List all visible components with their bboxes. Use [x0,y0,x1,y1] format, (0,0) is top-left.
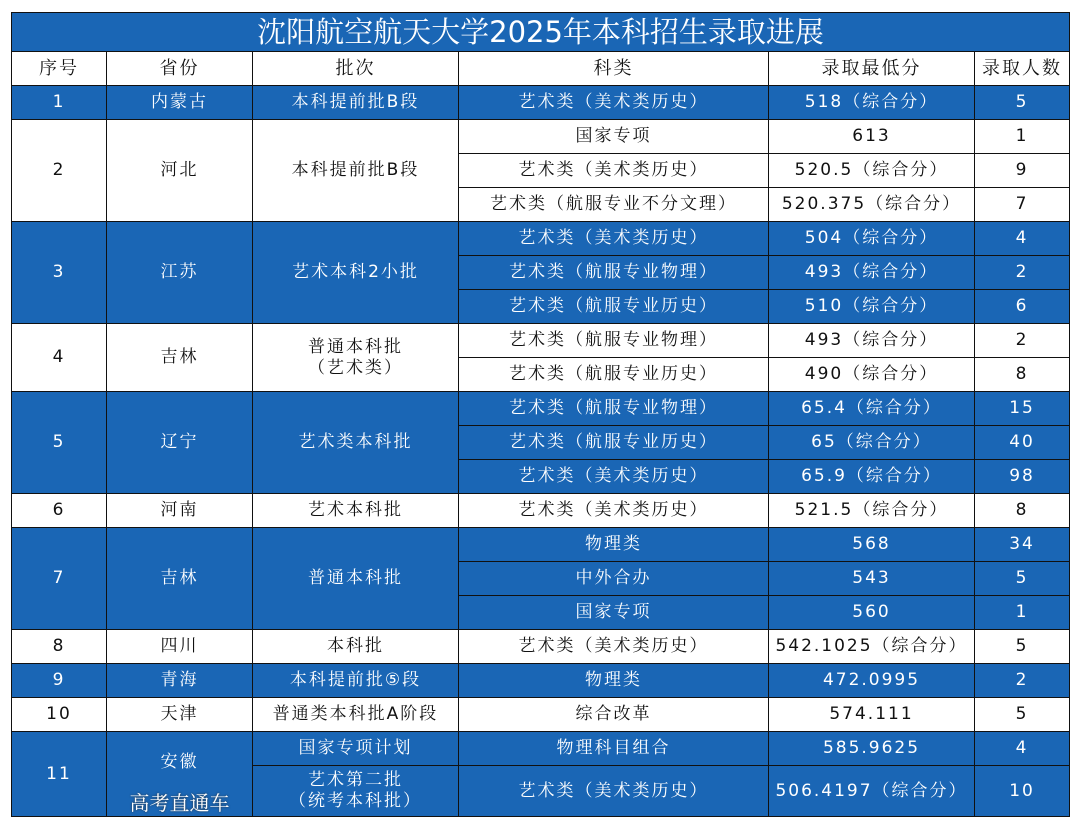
category [459,188,769,222]
category [459,256,769,290]
row-number [12,494,107,528]
table-row [12,630,1070,664]
min-score-text: 504（综合分） [804,228,939,248]
category-text: 艺术类（美术类历史） [518,160,709,180]
row-number [12,324,107,392]
min-score-text: 542.1025（综合分） [775,636,968,656]
min-score [769,358,975,392]
category [459,494,769,528]
province-text: 内蒙古 [151,92,208,112]
batch-text: 本科提前批⑤段 [289,670,422,690]
admit-count-text: 2 [1015,670,1029,690]
header-min-score: 录取最低分 [769,52,975,86]
batch [253,664,459,698]
min-score-text: 520.375（综合分） [781,194,962,214]
category-text: 艺术类（航服专业物理） [509,398,718,418]
category [459,698,769,732]
batch-text: 本科提前批B段 [291,92,420,112]
row-number [12,86,107,120]
admit-count [975,460,1070,494]
admit-count [975,494,1070,528]
admit-count [975,290,1070,324]
category-text: 艺术类（航服专业历史） [509,432,718,452]
min-score-text: 506.4197（综合分） [775,780,968,801]
min-score-text: 490（综合分） [804,364,939,384]
province [107,120,253,222]
category [459,290,769,324]
province-text: 辽宁 [160,432,199,452]
batch [253,324,459,392]
category-text: 艺术类（航服专业不分文理） [490,194,737,214]
batch [253,86,459,120]
min-score [769,630,975,664]
admit-count [975,358,1070,392]
admit-count-text: 1 [1015,126,1029,146]
admit-count-text: 8 [1015,364,1029,384]
category [459,732,769,766]
province [107,528,253,630]
category-text: 艺术类（美术类历史） [518,466,709,486]
min-score [769,256,975,290]
admit-count-text: 8 [1015,500,1029,520]
category-text: 艺术类（美术类历史） [518,780,709,801]
batch-text: 艺术本科2小批 [292,262,419,282]
admit-count [975,766,1070,817]
admit-count [975,392,1070,426]
admit-count-text: 4 [1015,738,1029,758]
province [107,222,253,324]
admit-count [975,256,1070,290]
row-number [12,664,107,698]
row-number-text: 9 [52,670,66,690]
admit-count [975,630,1070,664]
min-score [769,392,975,426]
min-score-text: 568 [852,534,891,554]
row-number-text: 3 [52,262,66,282]
table-row [12,494,1070,528]
min-score [769,494,975,528]
admission-table [11,12,1070,817]
min-score-text: 65（综合分） [811,432,932,452]
min-score-text: 493（综合分） [804,330,939,350]
admit-count [975,732,1070,766]
batch-text: 艺术类本科批 [298,432,413,452]
min-score-text: 521.5（综合分） [794,500,949,520]
row-number [12,630,107,664]
province [107,86,253,120]
batch [253,766,459,817]
header-category: 科类 [459,52,769,86]
province-text: 江苏 [160,262,199,282]
category-text: 艺术类（航服专业历史） [509,364,718,384]
batch [253,120,459,222]
category [459,324,769,358]
category [459,120,769,154]
category [459,154,769,188]
min-score [769,154,975,188]
category [459,766,769,817]
admit-count-text: 5 [1015,704,1029,724]
category-text: 国家专项 [575,126,652,146]
table-row [12,528,1070,562]
min-score-text: 520.5（综合分） [794,160,949,180]
admit-count-text: 5 [1015,92,1029,112]
category-text: 物理科目组合 [556,738,671,758]
batch [253,630,459,664]
province-text: 河南 [160,500,199,520]
category-text: 物理类 [585,670,642,690]
batch [253,528,459,630]
row-number-text: 8 [52,636,66,656]
category [459,392,769,426]
category [459,460,769,494]
min-score [769,324,975,358]
min-score [769,426,975,460]
admit-count-text: 4 [1015,228,1029,248]
row-number-text: 5 [52,432,66,452]
min-score [769,86,975,120]
batch-text: 艺术第二批 （统考本科批） [289,770,422,811]
batch [253,698,459,732]
row-number-text: 2 [52,160,66,180]
min-score [769,562,975,596]
admit-count-text: 98 [1009,466,1035,486]
min-score [769,664,975,698]
admit-count-text: 7 [1015,194,1029,214]
min-score-text: 574.111 [829,704,914,724]
category [459,222,769,256]
category-text: 艺术类（美术类历史） [518,500,709,520]
watermark: 高考直通车 [129,791,230,815]
row-number-text: 6 [52,500,66,520]
min-score-text: 560 [852,602,891,622]
province-text: 吉林 [160,347,199,367]
category [459,562,769,596]
min-score [769,596,975,630]
min-score [769,698,975,732]
row-number-text: 10 [46,704,72,724]
category [459,426,769,460]
province [107,494,253,528]
category-text: 艺术类（美术类历史） [518,92,709,112]
province-text: 四川 [160,636,199,656]
min-score-text: 518（综合分） [804,92,939,112]
min-score [769,732,975,766]
min-score [769,460,975,494]
batch-text: 普通本科批 （艺术类） [308,336,403,378]
row-number [12,222,107,324]
admit-count [975,664,1070,698]
batch-text: 本科批 [327,636,384,656]
admit-count [975,528,1070,562]
admit-count-text: 2 [1015,330,1029,350]
province-text: 吉林 [160,568,199,588]
category [459,528,769,562]
admit-count-text: 5 [1015,636,1029,656]
admit-count-text: 15 [1009,398,1035,418]
province-text: 天津 [160,704,199,724]
province [107,732,253,817]
min-score [769,222,975,256]
category [459,630,769,664]
header-batch: 批次 [253,52,459,86]
min-score [769,290,975,324]
table-row [12,86,1070,120]
admit-count [975,698,1070,732]
batch-text: 普通类本科批A阶段 [272,704,439,724]
min-score-text: 65.9（综合分） [801,466,942,486]
admit-count-text: 34 [1009,534,1035,554]
category-text: 艺术类（美术类历史） [518,228,709,248]
admit-count [975,120,1070,154]
category [459,358,769,392]
admit-count [975,188,1070,222]
min-score [769,188,975,222]
batch [253,392,459,494]
batch [253,222,459,324]
admit-count [975,154,1070,188]
batch [253,494,459,528]
admit-count [975,222,1070,256]
province [107,630,253,664]
table-row [12,698,1070,732]
admit-count-text: 6 [1015,296,1029,316]
category-text: 艺术类（美术类历史） [518,636,709,656]
category-text: 物理类 [585,534,642,554]
header-count: 录取人数 [975,52,1070,86]
batch-text: 本科提前批B段 [291,160,420,180]
min-score [769,766,975,817]
header-row [12,52,1070,86]
province [107,324,253,392]
row-number-text: 11 [46,763,72,784]
admit-count [975,562,1070,596]
table-title: 沈阳航空航天大学2025年本科招生录取进展 [12,13,1070,52]
admit-count [975,426,1070,460]
batch-text: 普通本科批 [308,568,403,588]
province [107,664,253,698]
row-number [12,392,107,494]
row-number [12,528,107,630]
province-text: 青海 [160,670,199,690]
min-score-text: 585.9625 [822,738,921,758]
admit-count [975,324,1070,358]
admit-count-text: 10 [1009,780,1035,801]
header-no: 序号 [12,52,107,86]
min-score [769,528,975,562]
row-number [12,698,107,732]
category-text: 中外合办 [575,568,652,588]
category-text: 艺术类（航服专业物理） [509,262,718,282]
province-text: 安徽 [160,751,199,772]
province [107,392,253,494]
batch [253,732,459,766]
row-number [12,120,107,222]
admit-count-text: 2 [1015,262,1029,282]
batch-text: 国家专项计划 [298,738,413,758]
category-text: 综合改革 [575,704,652,724]
admit-count [975,86,1070,120]
batch-text: 艺术本科批 [308,500,403,520]
table-row [12,324,1070,358]
table-row [12,222,1070,256]
min-score [769,120,975,154]
table-body [12,86,1070,817]
admit-count-text: 40 [1009,432,1035,452]
min-score-text: 510（综合分） [804,296,939,316]
province [107,698,253,732]
min-score-text: 543 [852,568,891,588]
row-number-text: 7 [52,568,66,588]
min-score-text: 472.0995 [822,670,921,690]
category [459,596,769,630]
category-text: 国家专项 [575,602,652,622]
category [459,664,769,698]
table-row [12,120,1070,154]
table-row [12,732,1070,766]
category [459,86,769,120]
row-number [12,732,107,817]
category-text: 艺术类（航服专业历史） [509,296,718,316]
table-row [12,664,1070,698]
min-score-text: 493（综合分） [804,262,939,282]
admit-count [975,596,1070,630]
header-province: 省份 [107,52,253,86]
province-text: 河北 [160,160,199,180]
row-number-text: 1 [52,92,66,112]
min-score-text: 65.4（综合分） [801,398,942,418]
admit-count-text: 5 [1015,568,1029,588]
row-number-text: 4 [52,347,66,367]
category-text: 艺术类（航服专业物理） [509,330,718,350]
admit-count-text: 1 [1015,602,1029,622]
table-row [12,392,1070,426]
min-score-text: 613 [852,126,891,146]
admit-count-text: 9 [1015,160,1029,180]
